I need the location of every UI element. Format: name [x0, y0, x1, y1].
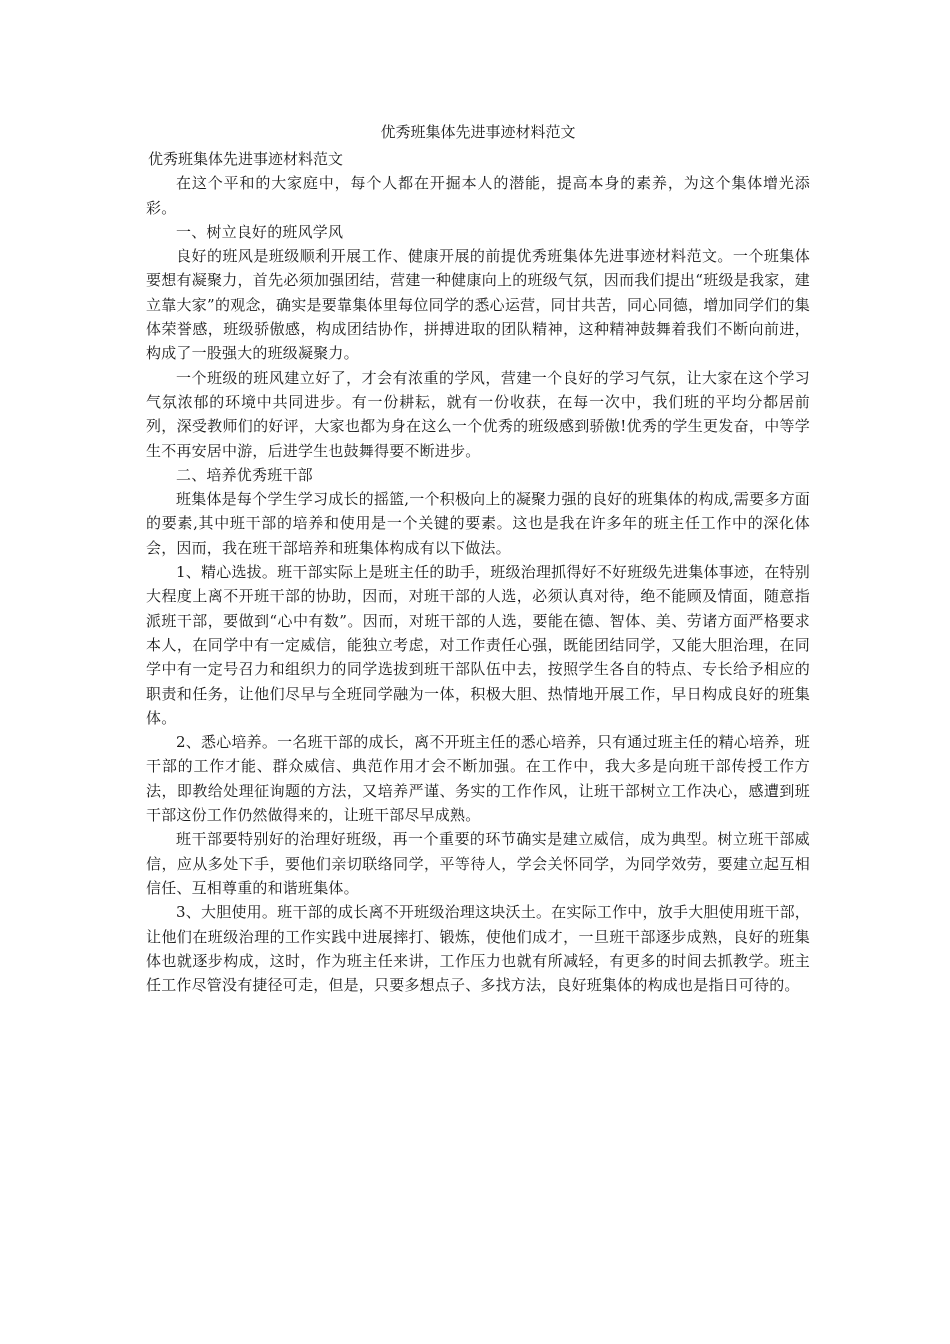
paragraph-intro: 在这个平和的大家庭中，每个人都在开掘本人的潜能，提高本身的素养，为这个集体增光添彩。: [146, 174, 810, 217]
paragraph: 2、悉心培养。一名班干部的成长，离不开班主任的悉心培养，只有通过班主任的精心培养，班干部的工作才能、群众威信、典范作用才会不断加强。在工作中，我大多是向班干部传授工作方法，即教给处理征询题的方法，又培养严谨、务实的工作作风，让班干部树立工作决心，感遭到班干部这份工作仍然做得来的，让班干部尽早成熟。: [146, 733, 810, 825]
document-title: 优秀班集体先进事迹材料范文: [380, 123, 576, 141]
paragraph: 良好的班风是班级顺利开展工作、健康开展的前提优秀班集体先进事迹材料范文。一个班集体要想有凝聚力，首先必须加强团结，营建一种健康向上的班级气氛，因而我们提出“班级是我家，建立靠大家”的观念，确实是要靠集体里每位同学的悉心运营，同甘共苦，同心同德，增加同学们的集体荣誉感，班级骄傲感，构成团结协作，拼搏进取的团队精神，这种精神鼓舞着我们不断向前进，构成了一股强大的班级凝聚力。: [146, 247, 810, 363]
document-subtitle: 优秀班集体先进事迹材料范文: [148, 150, 344, 168]
paragraph: 班集体是每个学生学习成长的摇篮,一个积极向上的凝聚力强的良好的班集体的构成,需要多方面的要素,其中班干部的培养和使用是一个关键的要素。这也是我在许多年的班主任工作中的深化体会，因而，我在班干部培养和班集体构成有以下做法。: [146, 490, 810, 557]
paragraph: 一个班级的班风建立好了，才会有浓重的学风，营建一个良好的学习气氛，让大家在这个学习气氛浓郁的环境中共同进步。有一份耕耘，就有一份收获，在每一次中，我们班的平均分都居前列，深受教师们的好评，大家也都为身在这么一个优秀的班级感到骄傲!优秀的学生更发奋，中等学生不再安居中游，后进学生也鼓舞得要不断进步。: [146, 368, 810, 460]
paragraph: 1、精心选拔。班干部实际上是班主任的助手，班级治理抓得好不好班级先进集体事迹，在特别大程度上离不开班干部的协助，因而，对班干部的人选，必须认真对待，绝不能顾及情面，随意指派班干部，要做到“心中有数”。因而，对班干部的人选，要能在德、智体、美、劳诸方面严格要求本人，在同学中有一定威信，能独立考虑，对工作责任心强，既能团结同学，又能大胆治理，在同学中有一定号召力和组织力的同学选拔到班干部队伍中去，按照学生各自的特点、专长给予相应的职责和任务，让他们尽早与全班同学融为一体，积极大胆、热情地开展工作，早日构成良好的班集体。: [146, 563, 810, 727]
paragraph: 班干部要特别好的治理好班级，再一个重要的环节确实是建立威信，成为典型。树立班干部威信，应从多处下手，要他们亲切联络同学，平等待人，学会关怀同学，为同学效劳，要建立起互相信任、互相尊重的和谐班集体。: [146, 830, 810, 897]
paragraph: 3、大胆使用。班干部的成长离不开班级治理这块沃土。在实际工作中，放手大胆使用班干部，让他们在班级治理的工作实践中进展摔打、锻炼，使他们成才，一旦班干部逐步成熟，良好的班集体也就逐步构成，这时，作为班主任来讲，工作压力也就有所减轻，有更多的时间去抓教学。班主任工作尽管没有捷径可走，但是，只要多想点子、多找方法，良好班集体的构成也是指日可待的。: [146, 903, 810, 995]
document-page: [146, 120, 810, 997]
section-heading-2: 二、培养优秀班干部: [176, 465, 313, 484]
section-heading-1: 一、树立良好的班风学风: [176, 222, 344, 241]
